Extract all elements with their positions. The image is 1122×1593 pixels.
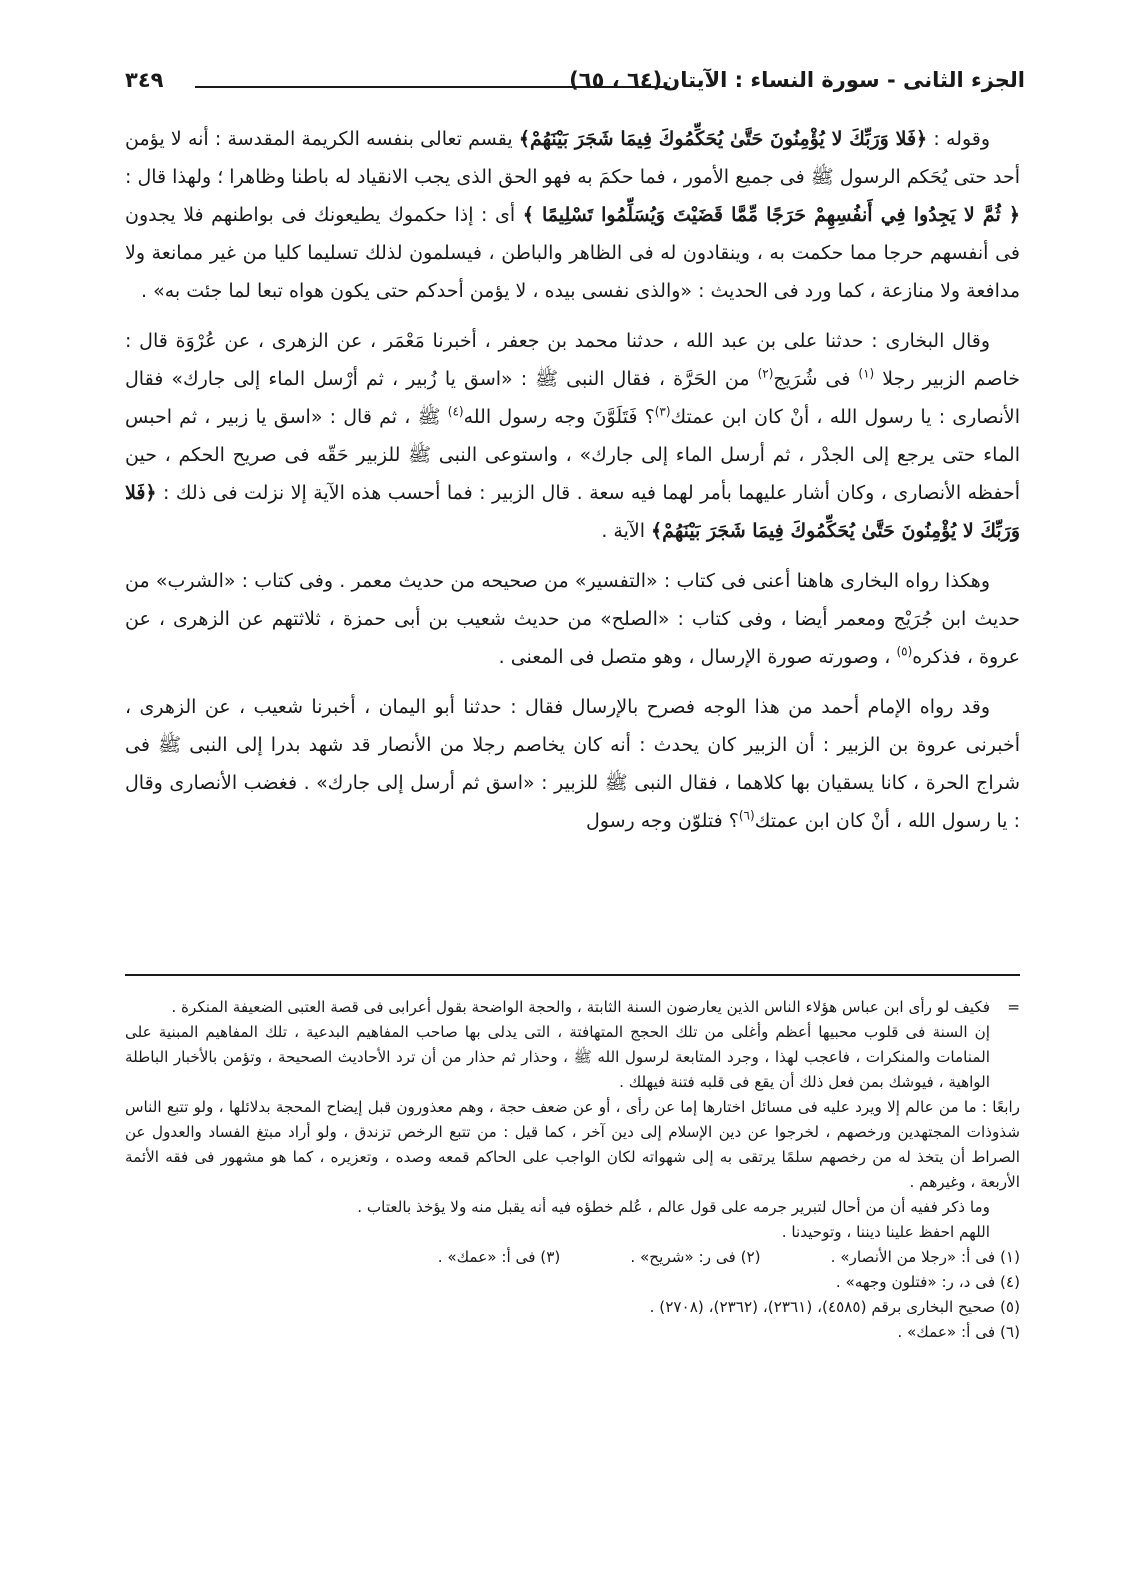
- footnote-6: (٦) فى أ: «عمك» .: [897, 1323, 1020, 1341]
- footnote-3: (٣) فى أ: «عمك» .: [437, 1248, 561, 1266]
- footnote-1: (١) فى أ: «رجلا من الأنصار» .: [830, 1248, 1020, 1266]
- footnote-continuation: = فكيف لو رأى ابن عباس هؤلاء الناس الذين يعارضون السنة الثابتة ، والحجة الواضحة بقول أعرابى فى قصة العتبى الضعيفة المنكرة .: [125, 995, 1020, 1020]
- footnote-continuation: وما ذكر ففيه أن من أحال لتبرير جرمه على قول عالم ، عُلم خطؤه فيه أنه يقبل منه ولا يؤخذ بالعتاب .: [357, 1198, 990, 1216]
- footnote-ref-4: (٤): [447, 404, 464, 419]
- header-rule: [195, 86, 670, 88]
- paragraph-2: وقال البخارى : حدثنا على بن عبد الله ، حدثنا محمد بن جعفر ، أخبرنا مَعْمَر ، عن الزهرى ، عن عُرْوَة قال : خاصم الزبير رجلا $^{(١)}$ فى شُرَيج$^{(٢)}$ من الحَرَّة ، فقال النبى ﷺ : «اسق يا زُبير ، ثم أرْسل الماء إلى جارك» فقال الأنصارى : يا رسول الله ، أنْ كان ابن عمتك$^{(٣)}$؟ فَتَلَوَّنَ وجه رسول الله$^{(٤)}$ ﷺ ، ثم قال : «اسق يا زبير ، ثم احبس الماء حتى يرجع إلى الجدْر ، ثم أرسل الماء إلى جارك» ، واستوعى النبى ﷺ للزبير حَقّه فى صريح الحكم ، حين أحفظه الأنصارى ، وكان أشار عليهما بأمر لهما فيه سعة . قال الزبير : فما أحسب هذه الآية إلا نزلت فى ذلك : ﴿فَلا وَرَبِّكَ لا يُؤْمِنُونَ حَتَّىٰ يُحَكِّمُوكَ فِيمَا شَجَرَ بَيْنَهُمْ﴾ الآية .: [125, 330, 1021, 542]
- footnote-ref-1: (١): [858, 366, 875, 381]
- footnote-row: [125, 1245, 1020, 1270]
- quran-verse: ﴿فَلا وَرَبِّكَ لا يُؤْمِنُونَ حَتَّىٰ يُحَكِّمُوكَ فِيمَا شَجَرَ بَيْنَهُمْ﴾: [518, 128, 928, 150]
- footnote-ref-5: (٥): [896, 644, 913, 659]
- footnote-5: (٥) صحيح البخارى برقم (٤٥٨٥)، (٢٣٦١)، (٢٣٦٢)، (٢٧٠٨) .: [649, 1298, 1020, 1316]
- footnote-continuation: إن السنة فى قلوب محبيها أعظم وأغلى من تلك الحجج المتهافتة ، التى يدلى بها صاحب المفاهيم البدعية ، تلك المفاهيم المبنية على المنامات والمنكرات ، فاعجب لهذا ، وجرد المتابعة لرسول الله ﷺ ، وحذار ثم حذار من أن ترد الأحاديث الصحيحة ، وتؤمن بالأخبار الباطلة الواهية ، فيوشك بمن فعل ذلك أن يقع فى قلبه فتنة فيهلك .: [125, 1023, 990, 1091]
- footnote-continuation: اللهم احفظ علينا ديننا ، وتوحيدنا .: [781, 1223, 990, 1241]
- continuation-mark: =: [1007, 998, 1020, 1016]
- paragraph-1: وقوله : ﴿فَلا وَرَبِّكَ لا يُؤْمِنُونَ حَتَّىٰ يُحَكِّمُوكَ فِيمَا شَجَرَ بَيْنَهُمْ﴾ يقسم تعالى بنفسه الكريمة المقدسة : أنه لا يؤمن أحد حتى يُحَكم الرسول ﷺ فى جميع الأمور ، فما حكمَ به فهو الحق الذى يجب الانقياد له باطنا وظاهرا ؛ ولهذا قال : ﴿ ثُمَّ لا يَجِدُوا فِي أَنفُسِهِمْ حَرَجًا مِّمَّا قَضَيْتَ وَيُسَلِّمُوا تَسْلِيمًا ﴾ أى : إذا حكموك يطيعونك فى بواطنهم فلا يجدون فى أنفسهم حرجا مما حكمت به ، وينقادون له فى الظاهر والباطن ، فيسلمون لذلك تسليما كليا من غير ممانعة ولا مدافعة ولا منازعة ، كما ورد فى الحديث : «والذى نفسى بيده ، لا يؤمن أحدكم حتى يكون هواه تبعا لما جئت به» .: [125, 128, 1020, 302]
- footnote-2: (٢) فى ر: «شريح» .: [630, 1248, 761, 1266]
- footnote-continuation: رابعًا : ما من عالم إلا ويرد عليه فى مسائل اختارها إما عن رأى ، أو عن ضعف حجة ، وهم معذورون قبل إيضاح المحجة بدلائلها ، ولو تتبع الناس شذوذات المجتهدين ورخصهم ، لخرجوا عن دين الإسلام إلى دين آخر ، كما قيل : من تتبع الرخص تزندق ، ولو أراد مبتغ الفساد والعدول عن الصراط أن يتخذ له من رخصهم سلمًا يرتقى به إلى شهواته لكان الواجب على الحاكم قمعه وصده ، وتعزيره ، كما هو مشهور فى فقه الأئمة الأربعة ، وغيرهم .: [125, 1098, 1020, 1191]
- footnotes: [125, 995, 1020, 1345]
- main-text: [125, 120, 1020, 852]
- footnote-4: (٤) فى د، ر: «فتلون وجهه» .: [835, 1273, 1020, 1291]
- running-header: [125, 62, 1025, 102]
- footnote-ref-2: (٢): [757, 366, 774, 381]
- running-header-title: الجزء الثانى - سورة النساء : الآيتان(٦٤ ، ٦٥): [569, 68, 1025, 92]
- footnote-separator: [125, 974, 1020, 976]
- footnote-ref-6: (٦): [738, 808, 755, 823]
- quran-verse: ﴿فَلا وَرَبِّكَ لا يُؤْمِنُونَ حَتَّىٰ يُحَكِّمُوكَ فِيمَا شَجَرَ بَيْنَهُمْ﴾: [125, 482, 1020, 542]
- paragraph-3: وهكذا رواه البخارى هاهنا أعنى فى كتاب : «التفسير» من صحيحه من حديث معمر . وفى كتاب : «الشرب» من حديث ابن جُرَيْج ومعمر أيضا ، وفى كتاب : «الصلح» من حديث شعيب بن أبى حمزة ، ثلاثتهم عن الزهرى ، عن عروة ، فذكره$^{(٥)}$ ، وصورته صورة الإرسال ، وهو متصل فى المعنى .: [125, 570, 1020, 668]
- paragraph-4: وقد رواه الإمام أحمد من هذا الوجه فصرح بالإرسال فقال : حدثنا أبو اليمان ، أخبرنا شعيب ، عن الزهرى ، أخبرنى عروة بن الزبير : أن الزبير كان يحدث : أنه كان يخاصم رجلا من الأنصار قد شهد بدرا إلى النبى ﷺ فى شراج الحرة ، كانا يسقيان بها كلاهما ، فقال النبى ﷺ للزبير : «اسق ثم أرسل إلى جارك» . فغضب الأنصارى وقال : يا رسول الله ، أنْ كان ابن عمتك$^{(٦)}$؟ فتلوّن وجه رسول: [125, 696, 1020, 832]
- page-number: ٣٤٩: [125, 68, 164, 92]
- footnote-ref-3: (٣): [654, 404, 671, 419]
- quran-verse: ﴿ ثُمَّ لا يَجِدُوا فِي أَنفُسِهِمْ حَرَجًا مِّمَّا قَضَيْتَ وَيُسَلِّمُوا تَسْلِيمًا ﴾: [522, 204, 1020, 226]
